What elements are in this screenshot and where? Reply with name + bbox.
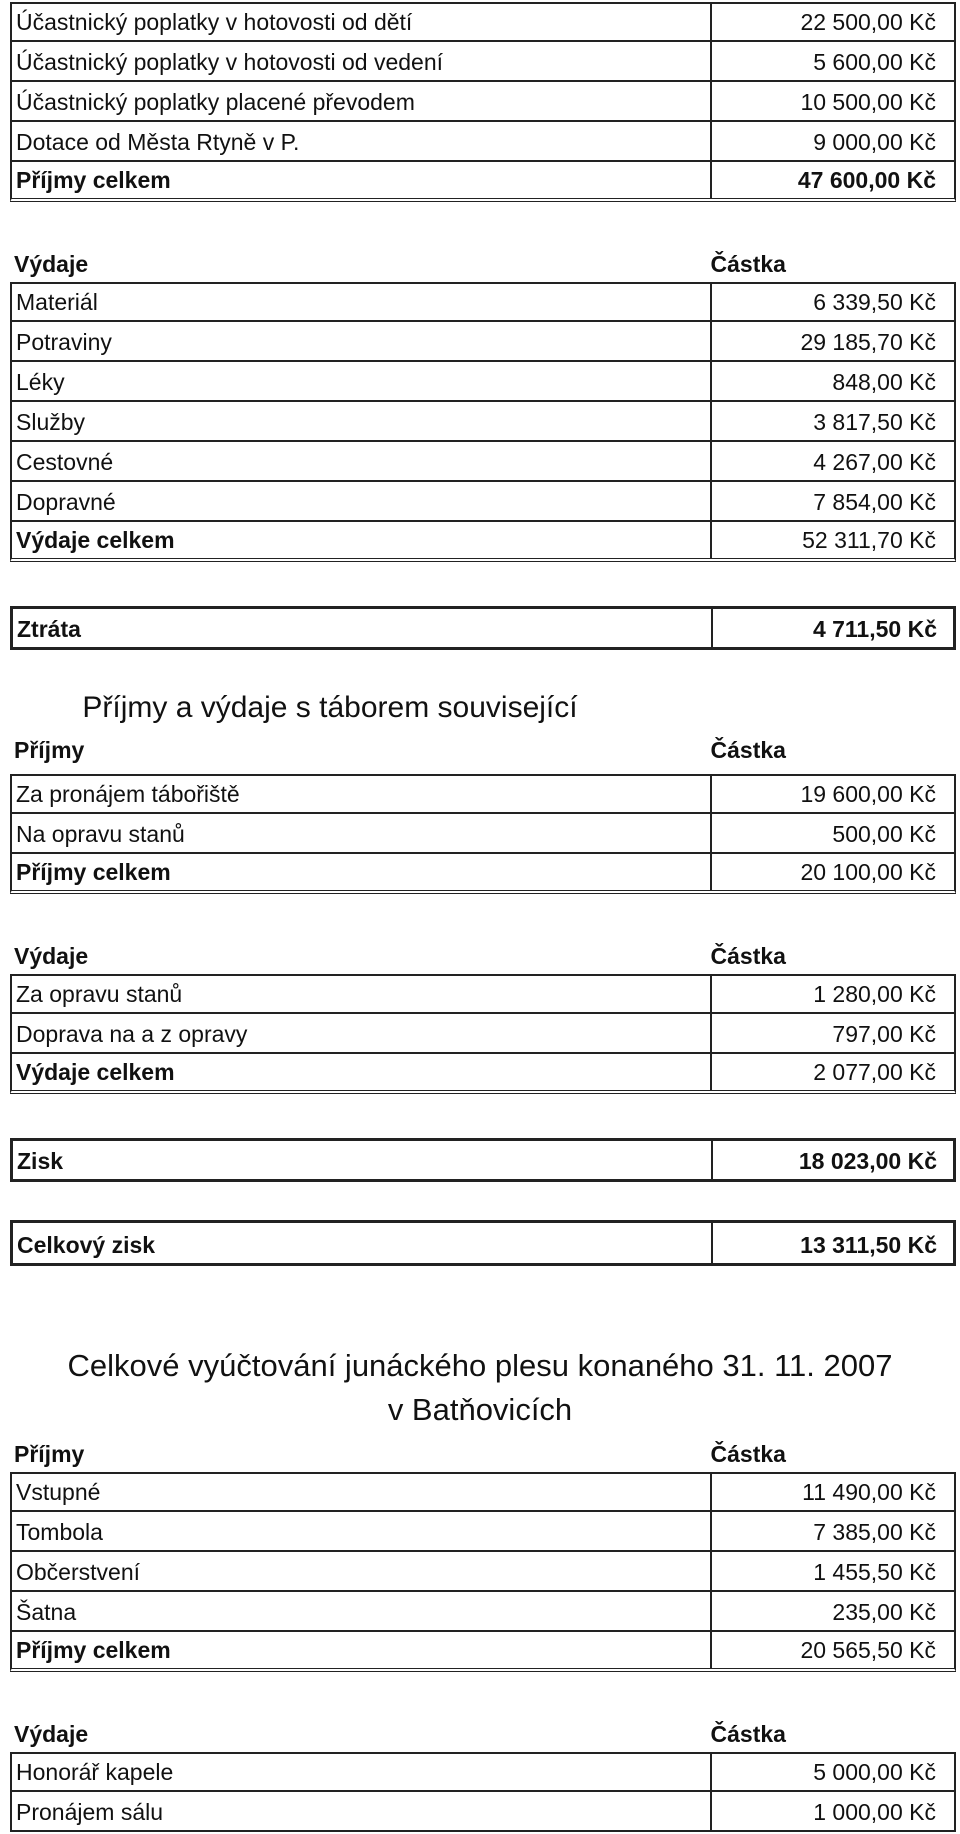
table-row bbox=[10, 1552, 956, 1592]
row-amount: 1 455,50 Kč bbox=[813, 1559, 936, 1585]
section3-title-line2: v Batňovicích bbox=[387, 1392, 573, 1427]
section3-income-header-amount: Částka bbox=[710, 1441, 786, 1467]
table-row bbox=[10, 322, 956, 362]
table-row bbox=[10, 82, 956, 122]
row-amount: 11 490,00 Kč bbox=[802, 1479, 936, 1505]
row-label: Dopravné bbox=[12, 482, 712, 520]
section3-income-header bbox=[10, 1432, 956, 1472]
loss-row bbox=[10, 606, 956, 650]
row-label: Šatna bbox=[12, 1592, 712, 1630]
overall-profit-row bbox=[10, 1220, 956, 1266]
expenses-total-row bbox=[10, 522, 956, 562]
row-amount: 848,00 Kč bbox=[832, 369, 936, 395]
row-label: Za opravu stanů bbox=[12, 976, 712, 1012]
row-amount: 5 600,00 Kč bbox=[813, 49, 936, 75]
row-amount: 500,00 Kč bbox=[832, 821, 936, 847]
table-row bbox=[10, 282, 956, 322]
section3-expense-header bbox=[10, 1712, 956, 1752]
section2-expense-header-label: Výdaje bbox=[14, 943, 89, 969]
table-row bbox=[10, 482, 956, 522]
row-label: Pronájem sálu bbox=[12, 1792, 712, 1830]
row-label: Cestovné bbox=[12, 442, 712, 480]
row-label: Doprava na a z opravy bbox=[12, 1014, 712, 1052]
row-amount: 235,00 Kč bbox=[832, 1599, 936, 1625]
row-label: Účastnický poplatky v hotovosti od vedení bbox=[12, 42, 712, 80]
table-row bbox=[10, 1792, 956, 1832]
table-row bbox=[10, 1472, 956, 1512]
section2-income-header-amount: Částka bbox=[710, 737, 786, 763]
row-label: Materiál bbox=[12, 284, 712, 320]
row-amount: 19 600,00 Kč bbox=[800, 781, 936, 807]
table-row bbox=[10, 1592, 956, 1632]
section2-expense-total-amount: 2 077,00 Kč bbox=[813, 1059, 936, 1085]
row-label: Honorář kapele bbox=[12, 1754, 712, 1790]
table-row bbox=[10, 774, 956, 814]
table-row bbox=[10, 122, 956, 162]
row-label: Tombola bbox=[12, 1512, 712, 1550]
expenses-header-row bbox=[10, 242, 956, 282]
row-amount: 22 500,00 Kč bbox=[800, 9, 936, 35]
expenses-header-amount: Částka bbox=[710, 251, 786, 277]
expenses-total-amount: 52 311,70 Kč bbox=[802, 527, 936, 553]
row-label: Účastnický poplatky v hotovosti od dětí bbox=[12, 4, 712, 40]
section2-income-header bbox=[10, 728, 956, 768]
section3-income-header-label: Příjmy bbox=[14, 1441, 85, 1467]
table-row bbox=[10, 1512, 956, 1552]
table-row bbox=[10, 442, 956, 482]
row-amount: 10 500,00 Kč bbox=[800, 89, 936, 115]
row-amount: 1 000,00 Kč bbox=[813, 1799, 936, 1825]
row-label: Občerstvení bbox=[12, 1552, 712, 1590]
section3-title-line1: Celkové vyúčtování junáckého plesu konaného 31. 11. 2007 bbox=[67, 1348, 893, 1383]
loss-amount: 4 711,50 Kč bbox=[812, 616, 937, 642]
section2-expense-header-amount: Částka bbox=[710, 943, 786, 969]
section3-income-total-row bbox=[10, 1632, 956, 1672]
profit-amount: 18 023,00 Kč bbox=[798, 1148, 937, 1174]
section3-income-total-amount: 20 565,50 Kč bbox=[800, 1637, 936, 1663]
section2-income-header-label: Příjmy bbox=[14, 737, 85, 763]
section2-income-total-label: Příjmy celkem bbox=[12, 854, 712, 890]
section2-expense-header bbox=[10, 934, 956, 974]
row-label: Účastnický poplatky placené převodem bbox=[12, 82, 712, 120]
section3-expense-header-amount: Částka bbox=[710, 1721, 786, 1747]
row-label: Léky bbox=[12, 362, 712, 400]
table-row bbox=[10, 814, 956, 854]
overall-profit-label: Celkový zisk bbox=[13, 1223, 713, 1263]
row-label: Na opravu stanů bbox=[12, 814, 712, 852]
loss-label: Ztráta bbox=[13, 609, 713, 647]
row-label: Služby bbox=[12, 402, 712, 440]
section2-expense-total-label: Výdaje celkem bbox=[12, 1054, 712, 1090]
row-label: Dotace od Města Rtyně v P. bbox=[12, 122, 712, 160]
row-amount: 7 854,00 Kč bbox=[813, 489, 936, 515]
section2-expense-total-row bbox=[10, 1054, 956, 1094]
income-total-label: Příjmy celkem bbox=[12, 162, 712, 198]
table-row bbox=[10, 362, 956, 402]
income-total-row bbox=[10, 162, 956, 202]
table-row bbox=[10, 2, 956, 42]
table-row bbox=[10, 1752, 956, 1792]
income-total-amount: 47 600,00 Kč bbox=[797, 167, 936, 193]
table-row bbox=[10, 42, 956, 82]
row-label: Potraviny bbox=[12, 322, 712, 360]
row-amount: 9 000,00 Kč bbox=[813, 129, 936, 155]
row-label: Vstupné bbox=[12, 1474, 712, 1510]
row-amount: 797,00 Kč bbox=[832, 1021, 936, 1047]
table-row bbox=[10, 1014, 956, 1054]
section3-income-total-label: Příjmy celkem bbox=[12, 1632, 712, 1668]
row-amount: 1 280,00 Kč bbox=[813, 981, 936, 1007]
profit-label: Zisk bbox=[13, 1141, 713, 1179]
row-amount: 4 267,00 Kč bbox=[813, 449, 936, 475]
row-amount: 6 339,50 Kč bbox=[813, 289, 936, 315]
section2-title: Příjmy a výdaje s táborem související bbox=[82, 691, 578, 724]
table-row bbox=[10, 402, 956, 442]
row-amount: 29 185,70 Kč bbox=[800, 329, 936, 355]
table-row bbox=[10, 974, 956, 1014]
row-amount: 3 817,50 Kč bbox=[813, 409, 936, 435]
expenses-total-label: Výdaje celkem bbox=[12, 522, 712, 558]
row-amount: 5 000,00 Kč bbox=[813, 1759, 936, 1785]
row-amount: 7 385,00 Kč bbox=[813, 1519, 936, 1545]
section2-income-total-amount: 20 100,00 Kč bbox=[800, 859, 936, 885]
row-label: Za pronájem tábořiště bbox=[12, 776, 712, 812]
section2-income-total-row bbox=[10, 854, 956, 894]
overall-profit-amount: 13 311,50 Kč bbox=[800, 1232, 937, 1258]
profit-row bbox=[10, 1138, 956, 1182]
expenses-header-label: Výdaje bbox=[14, 251, 89, 277]
section3-expense-header-label: Výdaje bbox=[14, 1721, 89, 1747]
